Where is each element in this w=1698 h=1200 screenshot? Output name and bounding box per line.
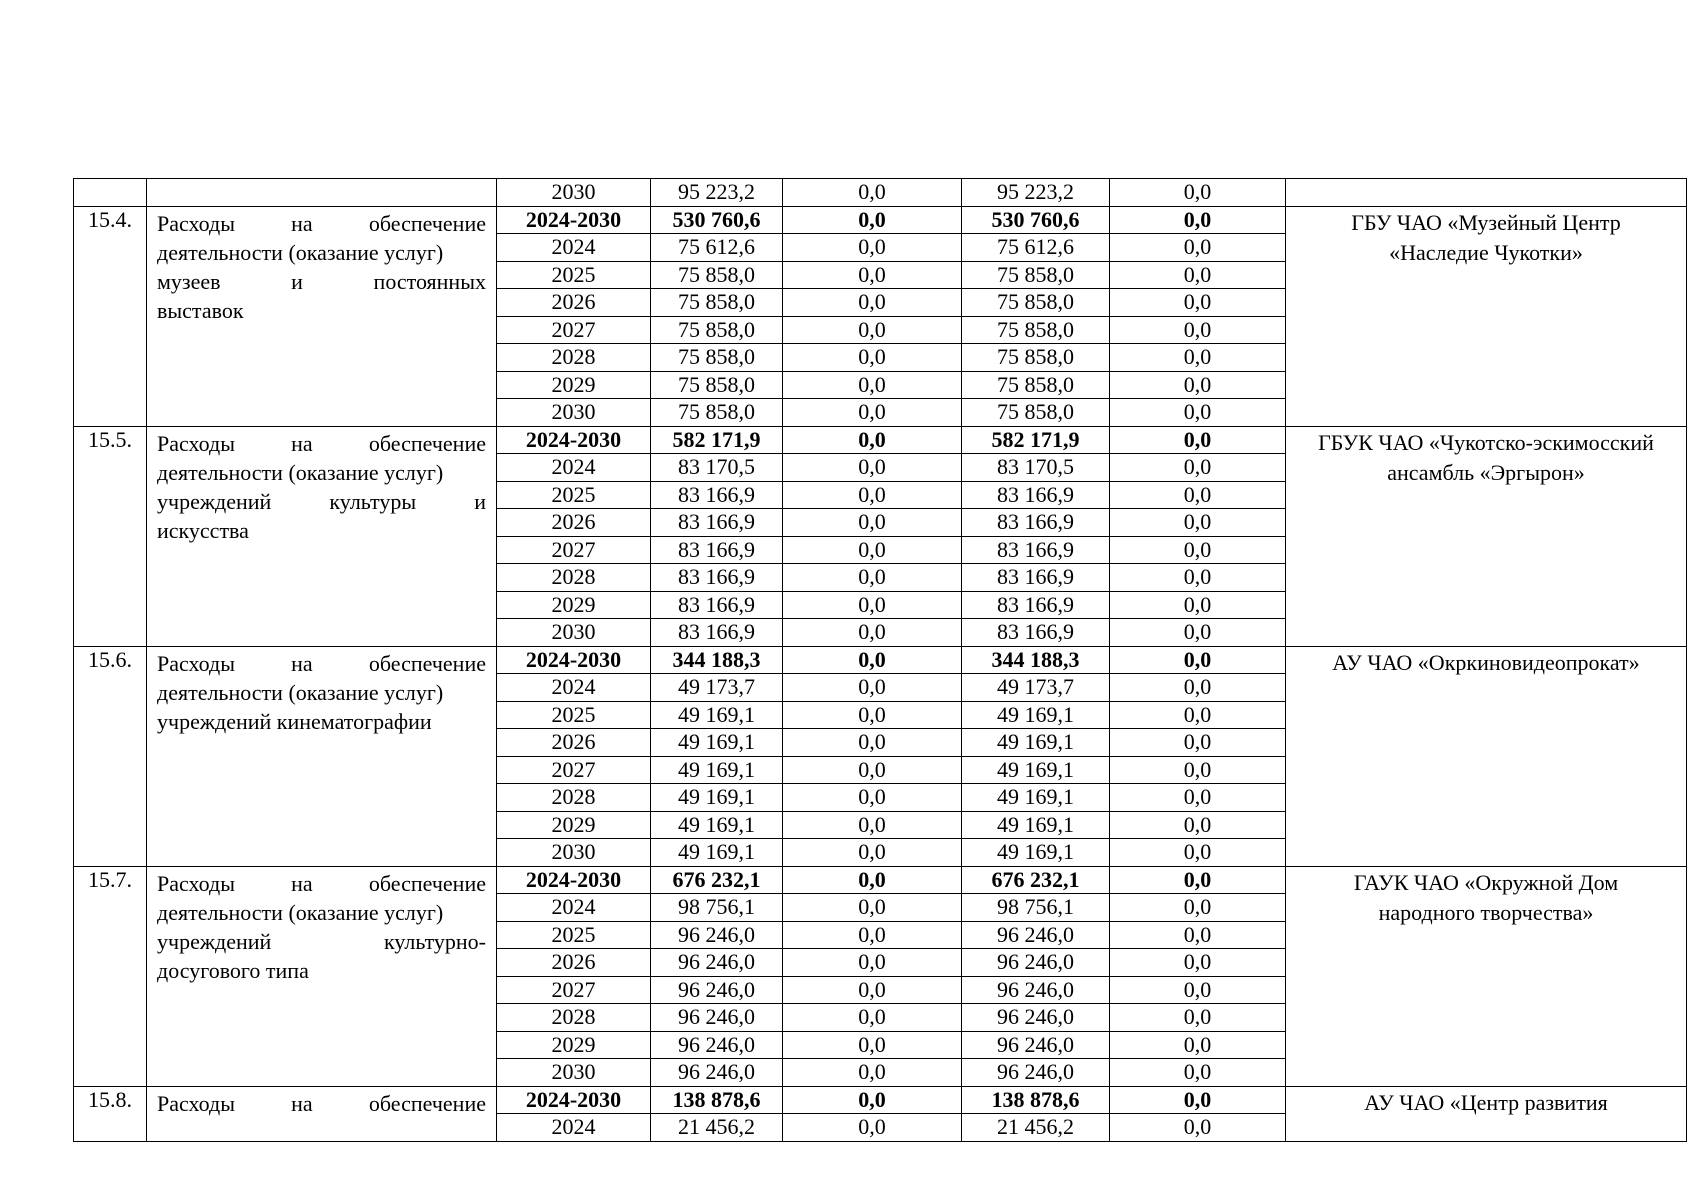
value-cell: 676 232,1 (962, 866, 1110, 894)
value-cell: 96 246,0 (651, 976, 783, 1004)
value-cell: 75 858,0 (651, 399, 783, 427)
item-description-cell (147, 179, 497, 207)
executor (1286, 426, 1687, 646)
value-cell: 0,0 (1110, 481, 1286, 509)
value-cell: 96 246,0 (962, 949, 1110, 977)
value-cell: 0,0 (783, 536, 962, 564)
description-line: деятельности (оказание услуг) (157, 239, 444, 265)
value-cell: 75 612,6 (651, 234, 783, 262)
value-cell: 0,0 (1110, 1059, 1286, 1087)
table-row-total (74, 866, 1687, 894)
value-cell: 0,0 (1110, 316, 1286, 344)
year-cell: 2024-2030 (497, 646, 651, 674)
item-description (147, 1086, 497, 1141)
value-cell: 83 166,9 (962, 619, 1110, 647)
year-cell: 2024 (497, 674, 651, 702)
value-cell: 96 246,0 (962, 1004, 1110, 1032)
executor-line: народного творчества» (1378, 899, 1594, 925)
description-line: Расходы на обеспечение (157, 650, 486, 676)
value-cell: 0,0 (783, 921, 962, 949)
item-number: 15.7. (74, 866, 147, 1086)
value-cell: 0,0 (1110, 371, 1286, 399)
value-cell: 0,0 (1110, 289, 1286, 317)
value-cell: 0,0 (1110, 261, 1286, 289)
value-cell: 0,0 (1110, 1114, 1286, 1142)
value-cell: 0,0 (783, 811, 962, 839)
value-cell: 49 169,1 (962, 811, 1110, 839)
year-cell: 2029 (497, 1031, 651, 1059)
description-line: досугового типа (157, 957, 309, 983)
value-cell: 75 858,0 (651, 289, 783, 317)
year-cell: 2024-2030 (497, 426, 651, 454)
value-cell: 0,0 (783, 839, 962, 867)
item-description (147, 206, 497, 426)
value-cell: 75 858,0 (962, 316, 1110, 344)
year-cell: 2027 (497, 976, 651, 1004)
value-cell: 83 166,9 (962, 509, 1110, 537)
executor (1286, 866, 1687, 1086)
item-number: 15.6. (74, 646, 147, 866)
year-cell: 2027 (497, 316, 651, 344)
year-cell: 2030 (497, 619, 651, 647)
value-cell: 49 169,1 (651, 784, 783, 812)
value-cell: 75 858,0 (962, 371, 1110, 399)
year-cell: 2030 (497, 1059, 651, 1087)
value-cell: 138 878,6 (962, 1086, 1110, 1114)
value-cell: 138 878,6 (651, 1086, 783, 1114)
value-cell: 21 456,2 (651, 1114, 783, 1142)
item-description (147, 866, 497, 1086)
table-row-total (74, 1086, 1687, 1114)
value-cell: 0,0 (783, 179, 962, 207)
value-cell: 83 166,9 (651, 509, 783, 537)
value-cell: 75 858,0 (962, 399, 1110, 427)
value-cell: 0,0 (1110, 866, 1286, 894)
value-cell: 0,0 (783, 619, 962, 647)
year-cell: 2026 (497, 289, 651, 317)
value-cell: 530 760,6 (651, 206, 783, 234)
year-cell: 2029 (497, 811, 651, 839)
value-cell: 75 858,0 (962, 261, 1110, 289)
year-cell: 2024-2030 (497, 1086, 651, 1114)
year-cell: 2024-2030 (497, 206, 651, 234)
value-cell: 0,0 (783, 399, 962, 427)
value-cell: 0,0 (1110, 756, 1286, 784)
value-cell: 0,0 (783, 344, 962, 372)
financing-table (73, 178, 1687, 1142)
description-line: Расходы на обеспечение (157, 1090, 486, 1116)
executor-line: АУ ЧАО «Окркиновидеопрокат» (1332, 649, 1640, 675)
value-cell: 0,0 (783, 784, 962, 812)
value-cell: 83 166,9 (651, 619, 783, 647)
table-body (74, 179, 1687, 1142)
year-cell: 2027 (497, 536, 651, 564)
value-cell: 0,0 (783, 701, 962, 729)
value-cell: 0,0 (1110, 564, 1286, 592)
value-cell: 0,0 (783, 206, 962, 234)
value-cell: 0,0 (783, 316, 962, 344)
value-cell: 49 169,1 (651, 701, 783, 729)
value-cell: 0,0 (1110, 206, 1286, 234)
value-cell: 530 760,6 (962, 206, 1110, 234)
description-line: Расходы на обеспечение (157, 210, 486, 236)
year-cell: 2030 (497, 399, 651, 427)
value-cell: 0,0 (783, 1059, 962, 1087)
value-cell: 83 170,5 (962, 454, 1110, 482)
value-cell: 75 858,0 (962, 344, 1110, 372)
value-cell: 96 246,0 (962, 1031, 1110, 1059)
value-cell: 75 858,0 (651, 316, 783, 344)
value-cell: 96 246,0 (651, 1004, 783, 1032)
value-cell: 0,0 (783, 481, 962, 509)
description-line: Расходы на обеспечение (157, 870, 486, 896)
description-line: Расходы на обеспечение (157, 430, 486, 456)
description-line: деятельности (оказание услуг) (157, 679, 444, 705)
value-cell: 83 166,9 (962, 481, 1110, 509)
value-cell: 582 171,9 (962, 426, 1110, 454)
year-cell: 2029 (497, 371, 651, 399)
table-row-total (74, 646, 1687, 674)
executor-cell (1286, 179, 1687, 207)
value-cell: 83 166,9 (962, 536, 1110, 564)
description-line: деятельности (оказание услуг) (157, 899, 444, 925)
item-number-cell (74, 179, 147, 207)
executor-line: «Наследие Чукотки» (1389, 239, 1583, 265)
year-cell: 2024 (497, 454, 651, 482)
year-cell: 2024-2030 (497, 866, 651, 894)
value-cell: 0,0 (783, 646, 962, 674)
value-cell: 95 223,2 (962, 179, 1110, 207)
year-cell: 2024 (497, 234, 651, 262)
item-description (147, 646, 497, 866)
item-number: 15.4. (74, 206, 147, 426)
year-cell: 2028 (497, 344, 651, 372)
value-cell: 96 246,0 (962, 976, 1110, 1004)
value-cell: 0,0 (1110, 454, 1286, 482)
executor (1286, 646, 1687, 866)
value-cell: 49 169,1 (962, 756, 1110, 784)
value-cell: 96 246,0 (962, 921, 1110, 949)
value-cell: 0,0 (1110, 894, 1286, 922)
value-cell: 83 166,9 (651, 536, 783, 564)
value-cell: 49 169,1 (651, 839, 783, 867)
value-cell: 344 188,3 (651, 646, 783, 674)
value-cell: 49 173,7 (962, 674, 1110, 702)
description-line: учреждений культуры и (157, 488, 486, 514)
value-cell: 0,0 (783, 289, 962, 317)
item-number: 15.5. (74, 426, 147, 646)
value-cell: 0,0 (1110, 399, 1286, 427)
value-cell: 0,0 (783, 894, 962, 922)
executor (1286, 1086, 1687, 1141)
value-cell: 0,0 (783, 591, 962, 619)
year-cell: 2028 (497, 1004, 651, 1032)
value-cell: 49 169,1 (651, 729, 783, 757)
value-cell: 0,0 (783, 976, 962, 1004)
value-cell: 0,0 (783, 1086, 962, 1114)
value-cell: 75 858,0 (962, 289, 1110, 317)
value-cell: 0,0 (783, 509, 962, 537)
value-cell: 0,0 (1110, 426, 1286, 454)
value-cell: 98 756,1 (651, 894, 783, 922)
value-cell: 0,0 (783, 1114, 962, 1142)
value-cell: 0,0 (1110, 949, 1286, 977)
description-line: искусства (157, 517, 249, 543)
value-cell: 83 170,5 (651, 454, 783, 482)
year-cell: 2028 (497, 564, 651, 592)
value-cell: 49 169,1 (962, 839, 1110, 867)
value-cell: 0,0 (1110, 591, 1286, 619)
executor (1286, 206, 1687, 426)
year-cell: 2028 (497, 784, 651, 812)
table-row-total (74, 206, 1687, 234)
value-cell: 0,0 (783, 234, 962, 262)
value-cell: 83 166,9 (651, 591, 783, 619)
year-cell: 2025 (497, 921, 651, 949)
value-cell: 0,0 (1110, 811, 1286, 839)
value-cell: 21 456,2 (962, 1114, 1110, 1142)
value-cell: 0,0 (1110, 976, 1286, 1004)
year-cell: 2024 (497, 1114, 651, 1142)
year-cell: 2024 (497, 894, 651, 922)
description-line: выставок (157, 297, 244, 323)
value-cell: 0,0 (1110, 344, 1286, 372)
value-cell: 83 166,9 (651, 564, 783, 592)
executor-line: ГАУК ЧАО «Окружной Дом (1353, 869, 1619, 895)
executor-line: ГБУ ЧАО «Музейный Центр (1351, 209, 1621, 235)
value-cell: 344 188,3 (962, 646, 1110, 674)
value-cell: 95 223,2 (651, 179, 783, 207)
table-row-total (74, 426, 1687, 454)
executor-line: АУ ЧАО «Центр развития (1364, 1089, 1608, 1115)
year-cell: 2025 (497, 481, 651, 509)
year-cell: 2030 (497, 839, 651, 867)
value-cell: 0,0 (783, 454, 962, 482)
executor-line: ГБУК ЧАО «Чукотско-эскимосский (1318, 429, 1654, 455)
value-cell: 0,0 (1110, 701, 1286, 729)
value-cell: 0,0 (783, 756, 962, 784)
year-cell: 2030 (497, 179, 651, 207)
value-cell: 0,0 (1110, 619, 1286, 647)
value-cell: 0,0 (783, 564, 962, 592)
value-cell: 96 246,0 (962, 1059, 1110, 1087)
value-cell: 96 246,0 (651, 1059, 783, 1087)
value-cell: 0,0 (783, 1031, 962, 1059)
value-cell: 0,0 (783, 371, 962, 399)
year-cell: 2027 (497, 756, 651, 784)
value-cell: 0,0 (1110, 729, 1286, 757)
value-cell: 0,0 (783, 674, 962, 702)
year-cell: 2025 (497, 701, 651, 729)
value-cell: 0,0 (783, 261, 962, 289)
value-cell: 96 246,0 (651, 1031, 783, 1059)
value-cell: 0,0 (1110, 509, 1286, 537)
value-cell: 49 169,1 (962, 701, 1110, 729)
value-cell: 75 858,0 (651, 344, 783, 372)
value-cell: 0,0 (1110, 536, 1286, 564)
value-cell: 0,0 (1110, 784, 1286, 812)
item-number: 15.8. (74, 1086, 147, 1141)
year-cell: 2026 (497, 729, 651, 757)
item-description (147, 426, 497, 646)
value-cell: 0,0 (783, 426, 962, 454)
value-cell: 0,0 (1110, 179, 1286, 207)
value-cell: 49 169,1 (651, 811, 783, 839)
description-line: учреждений культурно- (157, 928, 486, 954)
value-cell: 0,0 (1110, 921, 1286, 949)
value-cell: 83 166,9 (651, 481, 783, 509)
value-cell: 0,0 (1110, 1004, 1286, 1032)
value-cell: 83 166,9 (962, 564, 1110, 592)
value-cell: 0,0 (1110, 1086, 1286, 1114)
value-cell: 0,0 (1110, 646, 1286, 674)
value-cell: 49 169,1 (651, 756, 783, 784)
value-cell: 83 166,9 (962, 591, 1110, 619)
table-row (74, 179, 1687, 207)
description-line: деятельности (оказание услуг) (157, 459, 444, 485)
value-cell: 0,0 (783, 729, 962, 757)
year-cell: 2026 (497, 509, 651, 537)
description-line: музеев и постоянных (157, 268, 486, 294)
value-cell: 0,0 (783, 866, 962, 894)
year-cell: 2026 (497, 949, 651, 977)
value-cell: 0,0 (1110, 1031, 1286, 1059)
description-line: учреждений кинематографии (157, 708, 432, 734)
year-cell: 2025 (497, 261, 651, 289)
value-cell: 49 169,1 (962, 729, 1110, 757)
value-cell: 0,0 (783, 949, 962, 977)
value-cell: 49 169,1 (962, 784, 1110, 812)
value-cell: 0,0 (1110, 674, 1286, 702)
value-cell: 75 858,0 (651, 371, 783, 399)
value-cell: 0,0 (1110, 234, 1286, 262)
value-cell: 582 171,9 (651, 426, 783, 454)
value-cell: 96 246,0 (651, 949, 783, 977)
value-cell: 49 173,7 (651, 674, 783, 702)
value-cell: 96 246,0 (651, 921, 783, 949)
value-cell: 98 756,1 (962, 894, 1110, 922)
value-cell: 0,0 (1110, 839, 1286, 867)
value-cell: 676 232,1 (651, 866, 783, 894)
value-cell: 0,0 (783, 1004, 962, 1032)
value-cell: 75 612,6 (962, 234, 1110, 262)
year-cell: 2029 (497, 591, 651, 619)
executor-line: ансамбль «Эргырон» (1387, 459, 1585, 485)
value-cell: 75 858,0 (651, 261, 783, 289)
